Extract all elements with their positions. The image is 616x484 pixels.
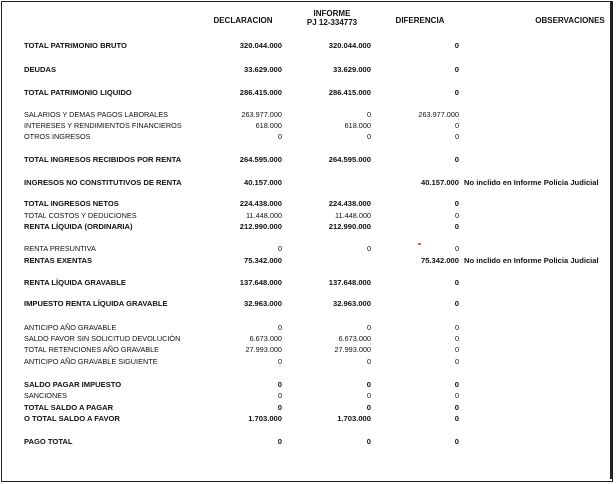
declaracion-value: 264.595.000 xyxy=(239,155,282,164)
row-label: TOTAL INGRESOS NETOS xyxy=(24,199,119,208)
diferencia-value: 0 xyxy=(454,323,459,332)
declaracion-value: 40.157.000 xyxy=(243,178,282,187)
row-label: TOTAL SALDO A PAGAR xyxy=(24,403,114,412)
row-label: ANTICIPO AÑO GRAVABLE SIGUIENTE xyxy=(24,357,158,366)
row-label: RENTA LÍQUIDA (ORDINARIA) xyxy=(24,222,133,231)
informe-value: 286.415.000 xyxy=(328,88,371,97)
diferencia-value: 0 xyxy=(454,414,459,423)
diferencia-value: 0 xyxy=(454,345,459,354)
table-row xyxy=(0,121,616,131)
row-label: TOTAL INGRESOS RECIBIDOS POR RENTA xyxy=(24,155,182,164)
row-label: SALDO FAVOR SIN SOLICITUD DEVOLUCIÓN xyxy=(24,334,181,343)
table-row xyxy=(0,65,616,75)
header-diferencia: DIFERENCIA xyxy=(395,16,445,25)
informe-value: 27.993.000 xyxy=(334,345,371,354)
informe-value: 11.448.000 xyxy=(335,211,371,220)
row-label: INTERESES Y RENDIMIENTOS FINANCIEROS xyxy=(24,121,182,130)
diferencia-value: 0 xyxy=(454,222,459,231)
declaracion-value: 1.703.000 xyxy=(248,414,282,423)
diferencia-value: 0 xyxy=(454,132,459,141)
row-label: TOTAL PATRIMONIO LIQUIDO xyxy=(24,88,132,97)
row-label: PAGO TOTAL xyxy=(24,437,73,446)
table-row xyxy=(0,357,616,367)
row-label: IMPUESTO RENTA LÍQUIDA GRAVABLE xyxy=(24,299,168,308)
row-label: SALARIOS Y DEMAS PAGOS LABORALES xyxy=(24,110,168,119)
declaracion-value: 0 xyxy=(277,437,282,446)
declaracion-value: 0 xyxy=(277,357,282,366)
diferencia-value: 0 xyxy=(454,244,459,253)
informe-value: 0 xyxy=(366,437,371,446)
row-label: ANTICIPO AÑO GRAVABLE xyxy=(24,323,117,332)
diferencia-value: 0 xyxy=(454,299,459,308)
observacion-text: No inclido en Informe Policia Judicial xyxy=(464,178,599,187)
declaracion-value: 137.648.000 xyxy=(239,278,282,287)
informe-value: 0 xyxy=(366,244,371,253)
informe-value: 0 xyxy=(366,110,371,119)
table-row xyxy=(0,199,616,209)
declaracion-value: 33.629.000 xyxy=(243,65,282,74)
diferencia-value: 0 xyxy=(454,391,459,400)
table-row xyxy=(0,278,616,288)
declaracion-value: 75.342.000 xyxy=(243,256,282,265)
table-row xyxy=(0,299,616,309)
table-row xyxy=(0,437,616,447)
table-row xyxy=(0,155,616,165)
diferencia-value: 0 xyxy=(454,334,459,343)
row-label: DEUDAS xyxy=(24,65,57,74)
informe-value: 320.044.000 xyxy=(328,41,371,50)
table-row xyxy=(0,178,616,188)
header-informe-line1: INFORME xyxy=(313,9,351,18)
informe-value: 0 xyxy=(366,357,371,366)
table-row xyxy=(0,345,616,355)
declaracion-value: 0 xyxy=(277,244,282,253)
header-informe-line2: PJ 12-334773 xyxy=(306,18,358,27)
row-label: SALDO PAGAR IMPUESTO xyxy=(24,380,122,389)
row-label: TOTAL PATRIMONIO BRUTO xyxy=(24,41,127,50)
diferencia-value: 0 xyxy=(454,211,459,220)
table-row xyxy=(0,414,616,424)
diferencia-value: 0 xyxy=(454,65,459,74)
row-label: OTROS INGRESOS xyxy=(24,132,91,141)
row-label: RENTA LÍQUIDA GRAVABLE xyxy=(24,278,126,287)
informe-value: 264.595.000 xyxy=(328,155,371,164)
table-row xyxy=(0,222,616,232)
informe-value: 0 xyxy=(366,132,371,141)
informe-value: 0 xyxy=(366,380,371,389)
table-row xyxy=(0,334,616,344)
informe-value: 212.990.000 xyxy=(328,222,371,231)
header-observaciones: OBSERVACIONES xyxy=(535,16,605,25)
declaracion-value: 0 xyxy=(277,403,282,412)
declaracion-value: 27.993.000 xyxy=(245,345,282,354)
table-row xyxy=(0,244,616,254)
informe-value: 618.000 xyxy=(344,121,371,130)
diferencia-value: 0 xyxy=(454,199,459,208)
header-declaracion: DECLARACION xyxy=(213,16,273,25)
diferencia-value: 0 xyxy=(454,380,459,389)
informe-value: 137.648.000 xyxy=(328,278,371,287)
declaracion-value: 286.415.000 xyxy=(239,88,282,97)
informe-value: 33.629.000 xyxy=(332,65,371,74)
declaracion-value: 0 xyxy=(277,380,282,389)
table-row xyxy=(0,391,616,401)
informe-value: 0 xyxy=(366,323,371,332)
informe-value: 0 xyxy=(366,391,371,400)
declaracion-value: 224.438.000 xyxy=(239,199,282,208)
declaracion-value: 6.673.000 xyxy=(249,334,282,343)
row-label: SANCIONES xyxy=(24,391,67,400)
diferencia-value: 0 xyxy=(454,278,459,287)
table-row xyxy=(0,211,616,221)
table-row xyxy=(0,41,616,51)
diferencia-value: 0 xyxy=(454,437,459,446)
diferencia-value: 0 xyxy=(454,403,459,412)
red-mark xyxy=(418,243,421,245)
table-row xyxy=(0,323,616,333)
declaracion-value: 32.963.000 xyxy=(243,299,282,308)
diferencia-value: 40.157.000 xyxy=(420,178,459,187)
observacion-text: No inclido en Informe Policia Judicial xyxy=(464,256,599,265)
row-label: RENTAS EXENTAS xyxy=(24,256,93,265)
diferencia-value: 263.977.000 xyxy=(418,110,459,119)
declaracion-value: 320.044.000 xyxy=(239,41,282,50)
informe-value: 224.438.000 xyxy=(328,199,371,208)
table-row xyxy=(0,380,616,390)
informe-value: 1.703.000 xyxy=(337,414,371,423)
declaracion-value: 0 xyxy=(277,132,282,141)
table-row xyxy=(0,88,616,98)
row-label: TOTAL COSTOS Y DEDUCIONES xyxy=(24,211,137,220)
declaracion-value: 212.990.000 xyxy=(239,222,282,231)
diferencia-value: 0 xyxy=(454,155,459,164)
diferencia-value: 75.342.000 xyxy=(420,256,459,265)
diferencia-value: 0 xyxy=(454,41,459,50)
informe-value: 0 xyxy=(366,403,371,412)
table-row xyxy=(0,132,616,142)
declaracion-value: 11.448.000 xyxy=(246,211,282,220)
declaracion-value: 263.977.000 xyxy=(241,110,282,119)
table-row xyxy=(0,403,616,413)
informe-value: 32.963.000 xyxy=(332,299,371,308)
row-label: TOTAL RETENCIONES AÑO GRAVABLE xyxy=(24,345,160,354)
informe-value: 6.673.000 xyxy=(338,334,371,343)
row-label: O TOTAL SALDO A FAVOR xyxy=(24,414,120,423)
header-informe xyxy=(297,9,367,27)
declaracion-value: 618.000 xyxy=(255,121,282,130)
row-label: INGRESOS NO CONSTITUTIVOS DE RENTA xyxy=(24,178,182,187)
declaracion-value: 0 xyxy=(277,323,282,332)
declaracion-value: 0 xyxy=(277,391,282,400)
diferencia-value: 0 xyxy=(454,357,459,366)
row-label: RENTA PRESUNTIVA xyxy=(24,244,96,253)
diferencia-value: 0 xyxy=(454,121,459,130)
diferencia-value: 0 xyxy=(454,88,459,97)
table-row xyxy=(0,256,616,266)
table-row xyxy=(0,110,616,120)
